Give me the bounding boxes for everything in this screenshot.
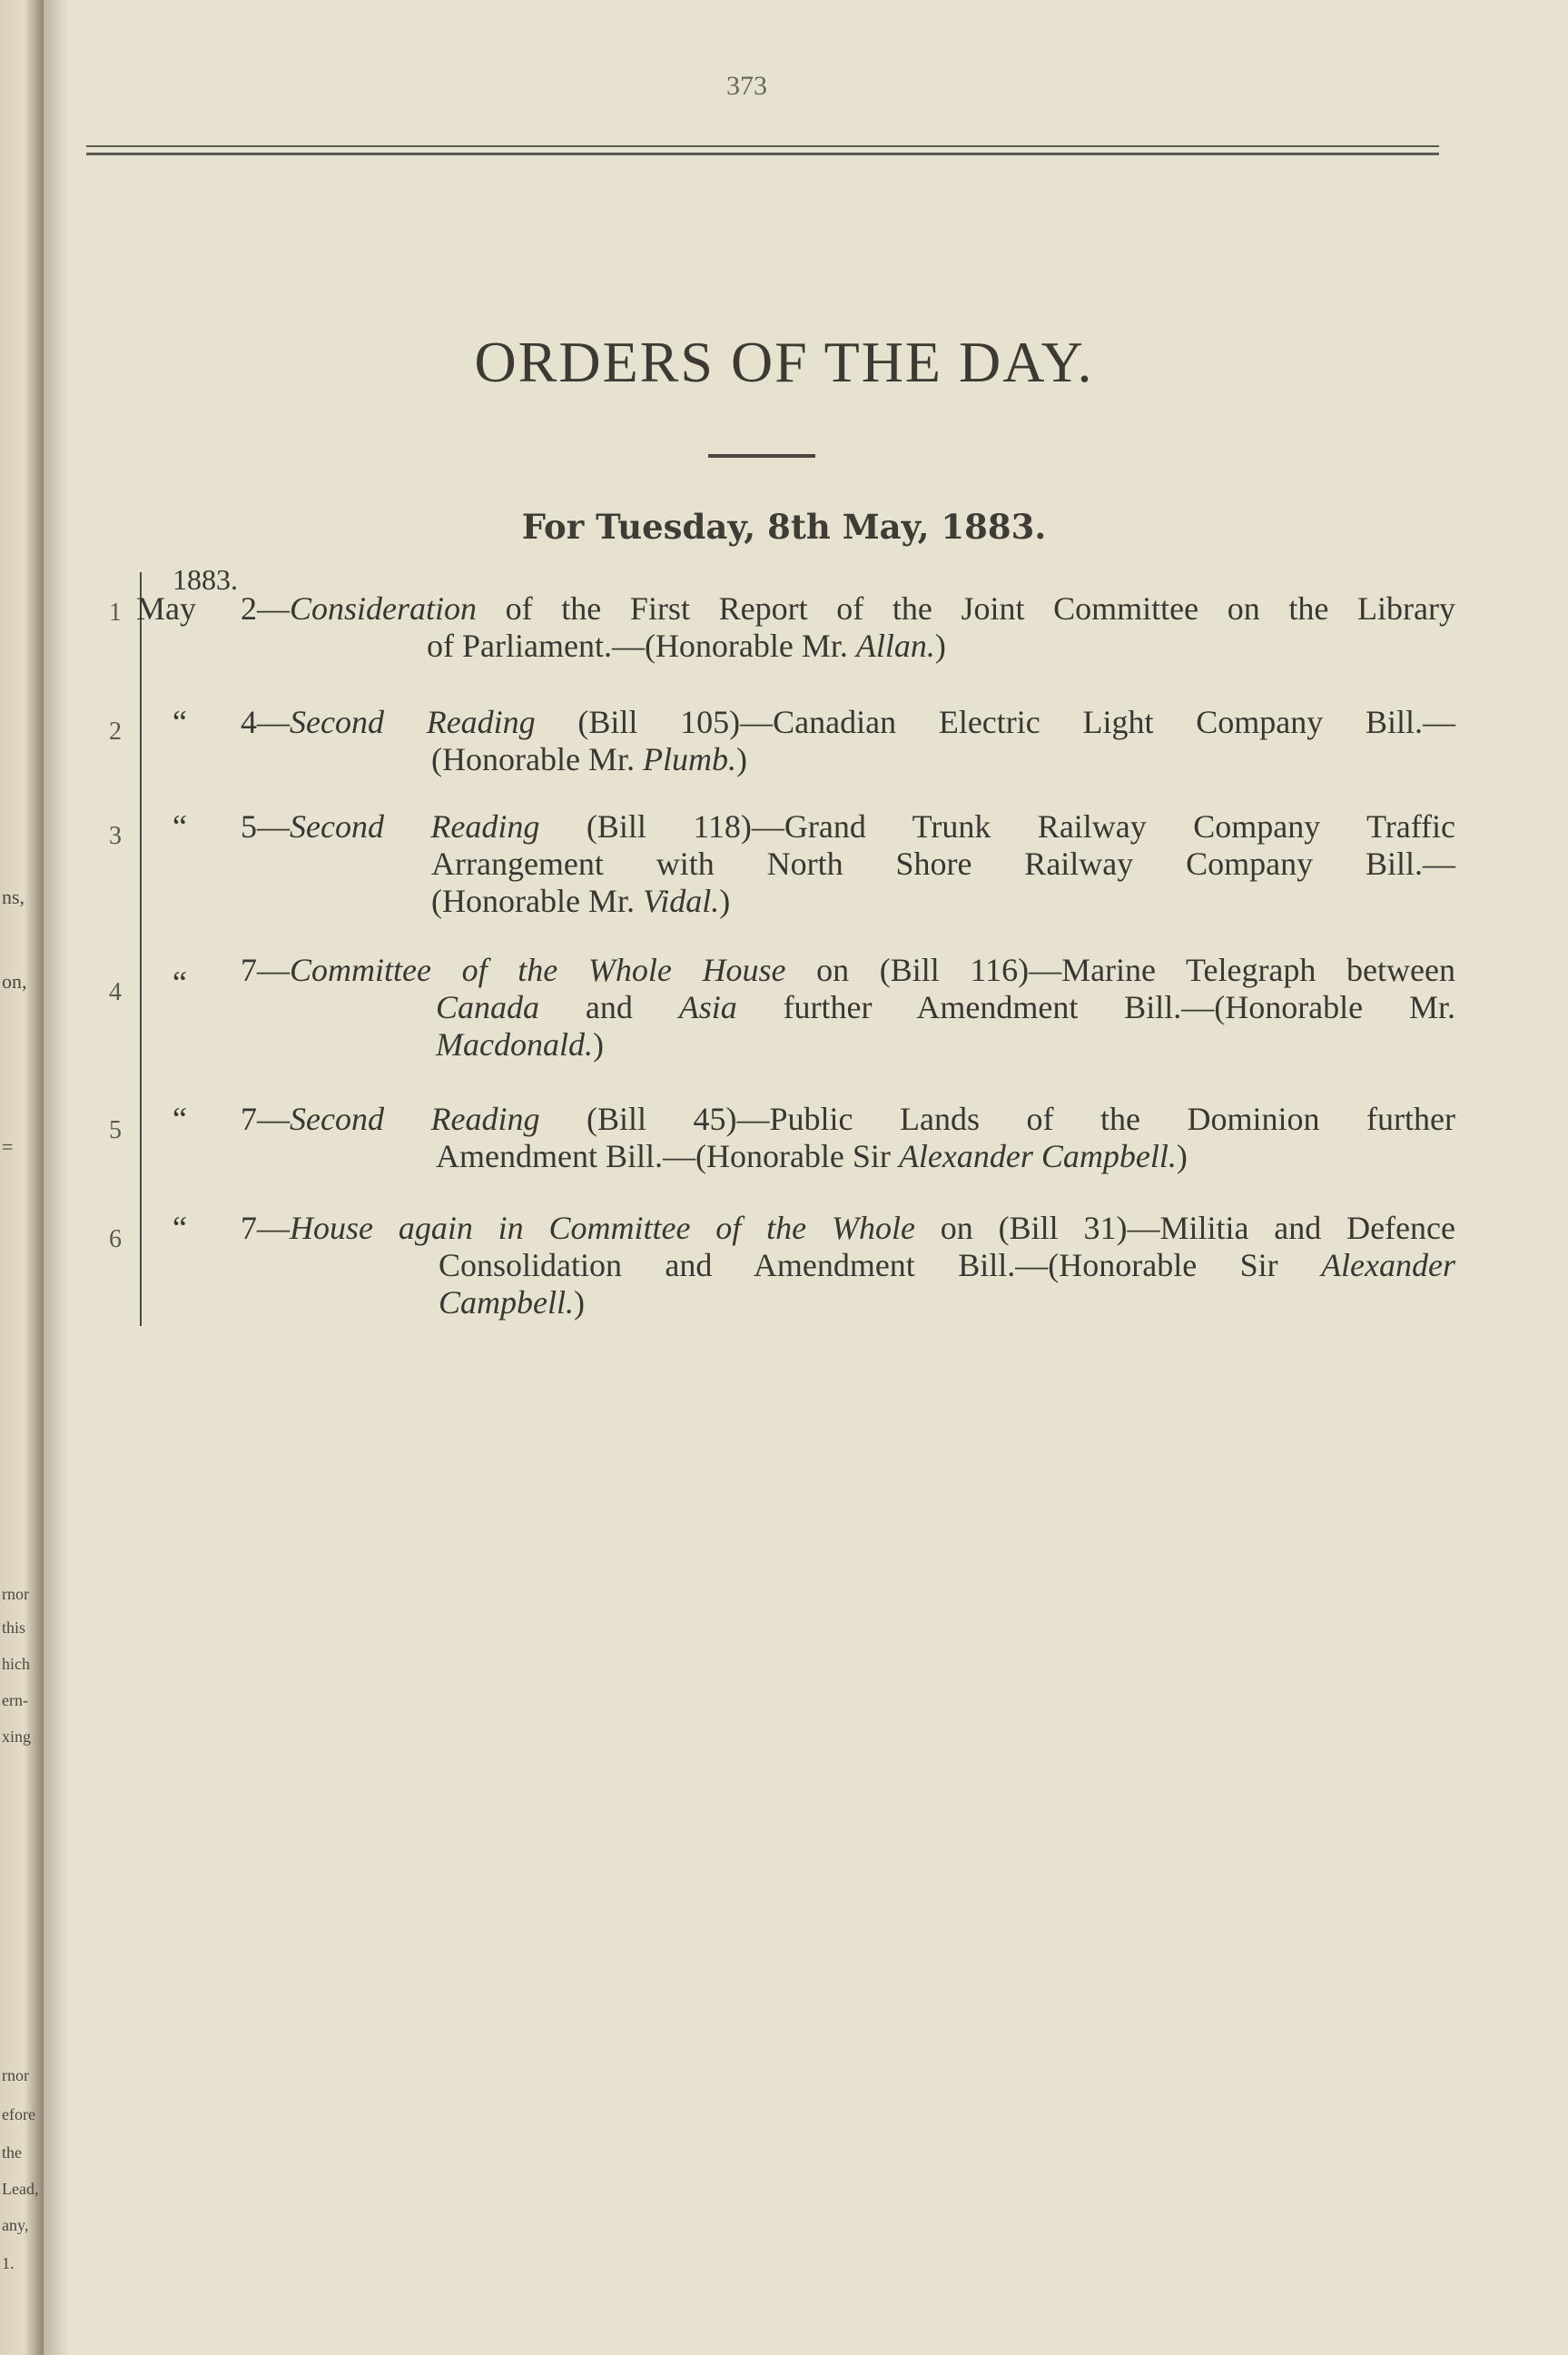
order-line bbox=[241, 1026, 1455, 1064]
edge-text-fragment: the bbox=[2, 2143, 22, 2162]
order-end: ) bbox=[735, 741, 747, 777]
edge-text-fragment: hich bbox=[2, 1655, 30, 1673]
order-number: 3 bbox=[109, 822, 122, 850]
order-text bbox=[241, 808, 1455, 920]
order-member: Plumb. bbox=[642, 741, 736, 777]
order-member: Alexander bbox=[1321, 1247, 1455, 1283]
order-line bbox=[241, 1210, 1455, 1247]
order-place: Asia bbox=[678, 989, 737, 1025]
order-line bbox=[241, 628, 1455, 665]
order-month: “ bbox=[173, 965, 187, 1001]
order-day: 2— bbox=[241, 590, 290, 627]
edge-text-fragment: ns, bbox=[2, 886, 25, 908]
order-line bbox=[241, 1247, 1455, 1284]
order-line bbox=[241, 846, 1455, 883]
order-body: Amendment Bill.—(Honorable Sir bbox=[436, 1138, 899, 1174]
year-heading: 1883. bbox=[173, 563, 238, 596]
order-body: on (Bill 31)—Militia and Defence bbox=[914, 1210, 1455, 1246]
order-stage: Second Reading bbox=[290, 704, 536, 740]
order-body: (Honorable Mr. bbox=[431, 883, 643, 919]
edge-text-fragment: = bbox=[2, 1135, 14, 1158]
order-body: of Parliament.—(Honorable Mr. bbox=[427, 628, 856, 664]
edge-text-fragment: xing bbox=[2, 1727, 32, 1746]
order-member: Campbell. bbox=[439, 1284, 574, 1321]
order-line bbox=[241, 1284, 1455, 1321]
order-member: Macdonald. bbox=[436, 1026, 593, 1063]
order-member: Alexander Campbell. bbox=[898, 1138, 1177, 1174]
order-number: 6 bbox=[109, 1225, 122, 1253]
order-stage: House again in Committee of the Whole bbox=[290, 1210, 915, 1246]
order-body: further Amendment Bill.—(Honorable Mr. bbox=[736, 989, 1455, 1025]
order-body: (Bill 118)—Grand Trunk Railway Company Traffic bbox=[539, 808, 1455, 845]
order-number: 1 bbox=[109, 599, 122, 627]
order-month: “ bbox=[173, 704, 187, 740]
order-text bbox=[241, 1101, 1455, 1175]
order-member: Allan. bbox=[855, 628, 935, 664]
order-day: 7— bbox=[241, 1210, 290, 1246]
order-line bbox=[241, 704, 1455, 741]
order-body: Consolidation and Amendment Bill.—(Honorable Sir bbox=[439, 1247, 1322, 1283]
order-line bbox=[241, 590, 1455, 628]
order-text bbox=[241, 952, 1455, 1064]
order-body: of the First Report of the Joint Committee on the Library bbox=[477, 590, 1455, 627]
order-body: and bbox=[539, 989, 679, 1025]
order-line bbox=[241, 1138, 1455, 1175]
edge-text-fragment: rnor bbox=[2, 2066, 29, 2084]
order-stage: Second Reading bbox=[290, 808, 540, 845]
edge-text-fragment: Lead, bbox=[2, 2180, 39, 2198]
order-number: 5 bbox=[109, 1116, 122, 1144]
order-day: 7— bbox=[241, 1101, 290, 1137]
edge-text-fragment: efore bbox=[2, 2105, 35, 2123]
order-month: “ bbox=[173, 1210, 187, 1246]
header-rule bbox=[86, 145, 1439, 147]
edge-text-fragment: this bbox=[2, 1618, 26, 1637]
order-line bbox=[241, 1101, 1455, 1138]
order-text bbox=[241, 704, 1455, 778]
edge-text-fragment: rnor bbox=[2, 1585, 29, 1603]
order-member: Vidal. bbox=[642, 883, 720, 919]
order-text bbox=[241, 1210, 1455, 1321]
title-divider bbox=[708, 454, 815, 458]
order-month: May bbox=[136, 590, 196, 627]
page-number: 373 bbox=[726, 71, 767, 101]
order-place: Canada bbox=[436, 989, 540, 1025]
page-subtitle: For Tuesday, 8th May, 1883. bbox=[521, 507, 1047, 547]
order-end: ) bbox=[1176, 1138, 1188, 1174]
order-month: “ bbox=[173, 1101, 187, 1137]
order-stage: Second Reading bbox=[290, 1101, 540, 1137]
order-day: 4— bbox=[241, 704, 290, 740]
order-day: 5— bbox=[241, 808, 290, 845]
edge-text-fragment: 1. bbox=[2, 2254, 15, 2272]
order-month: “ bbox=[173, 808, 187, 845]
page-title: ORDERS OF THE DAY. bbox=[474, 330, 1094, 394]
header-rule bbox=[86, 153, 1439, 155]
edge-text-fragment: ern- bbox=[2, 1691, 28, 1709]
order-body: Arrangement with North Shore Railway Company Bill.— bbox=[431, 846, 1455, 882]
order-line bbox=[241, 808, 1455, 846]
order-day: 7— bbox=[241, 952, 290, 988]
order-stage: Consideration bbox=[290, 590, 478, 627]
order-stage: Committee of the Whole House bbox=[290, 952, 786, 988]
order-line bbox=[241, 989, 1455, 1026]
order-end: ) bbox=[574, 1284, 585, 1321]
edge-text-fragment: any, bbox=[2, 2216, 29, 2234]
order-body: (Bill 105)—Canadian Electric Light Company Bill.— bbox=[535, 704, 1455, 740]
edge-text-fragment: on, bbox=[2, 970, 27, 993]
margin-rule bbox=[140, 572, 142, 1326]
order-body: (Honorable Mr. bbox=[431, 741, 643, 777]
order-end: ) bbox=[719, 883, 731, 919]
order-body: (Bill 45)—Public Lands of the Dominion further bbox=[539, 1101, 1455, 1137]
order-number: 4 bbox=[109, 978, 122, 1006]
order-body: on (Bill 116)—Marine Telegraph between bbox=[785, 952, 1455, 988]
order-line bbox=[241, 952, 1455, 989]
order-text bbox=[241, 590, 1455, 665]
order-line bbox=[241, 741, 1455, 778]
order-end: ) bbox=[934, 628, 946, 664]
order-number: 2 bbox=[109, 717, 122, 746]
order-line bbox=[241, 883, 1455, 920]
order-end: ) bbox=[592, 1026, 604, 1063]
